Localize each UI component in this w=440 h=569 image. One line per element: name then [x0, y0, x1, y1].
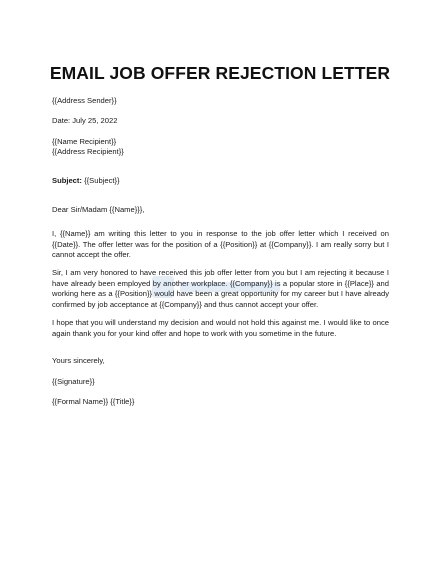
- salutation: Dear Sir/Madam {{Name}}},: [52, 205, 145, 214]
- name-recipient: {{Name Recipient}}: [52, 137, 117, 146]
- closing: Yours sincerely,: [52, 356, 105, 365]
- paragraph-3: I hope that you will understand my decision and would not hold this against me. I would like to once again thank you for your kind offer and hope to work with you sometime in the future.: [52, 318, 389, 338]
- formal-name-title: {{Formal Name}} {{Title}}: [52, 397, 135, 406]
- subject-label: Subject:: [52, 176, 82, 185]
- address-sender: {{Address Sender}}: [52, 96, 117, 105]
- paragraph-2: Sir, I am very honored to have received this job offer letter from you but I am rejecting it because I have already been employed by another workplace. {{Company}} is a popular store in {{Place}} and working here as a {{Position}} would have been a great opportunity for my career but I have already confirmed by job acceptance at {{Company}} and thus cannot accept your offer.: [52, 268, 389, 309]
- subject-line: [52, 176, 120, 186]
- letter-title: EMAIL JOB OFFER REJECTION LETTER: [49, 63, 391, 83]
- signature: {{Signature}}: [52, 377, 95, 386]
- letter-date: Date: July 25, 2022: [52, 116, 118, 125]
- address-recipient: {{Address Recipient}}: [52, 147, 124, 156]
- paragraph-1: I, {{Name}} am writing this letter to you in response to the job offer letter which I received on {{Date}}. The offer letter was for the position of a {{Position}} at {{Company}}. I am really sorry but I cannot accept the offer.: [52, 229, 389, 260]
- subject-value: {{Subject}}: [81, 176, 120, 185]
